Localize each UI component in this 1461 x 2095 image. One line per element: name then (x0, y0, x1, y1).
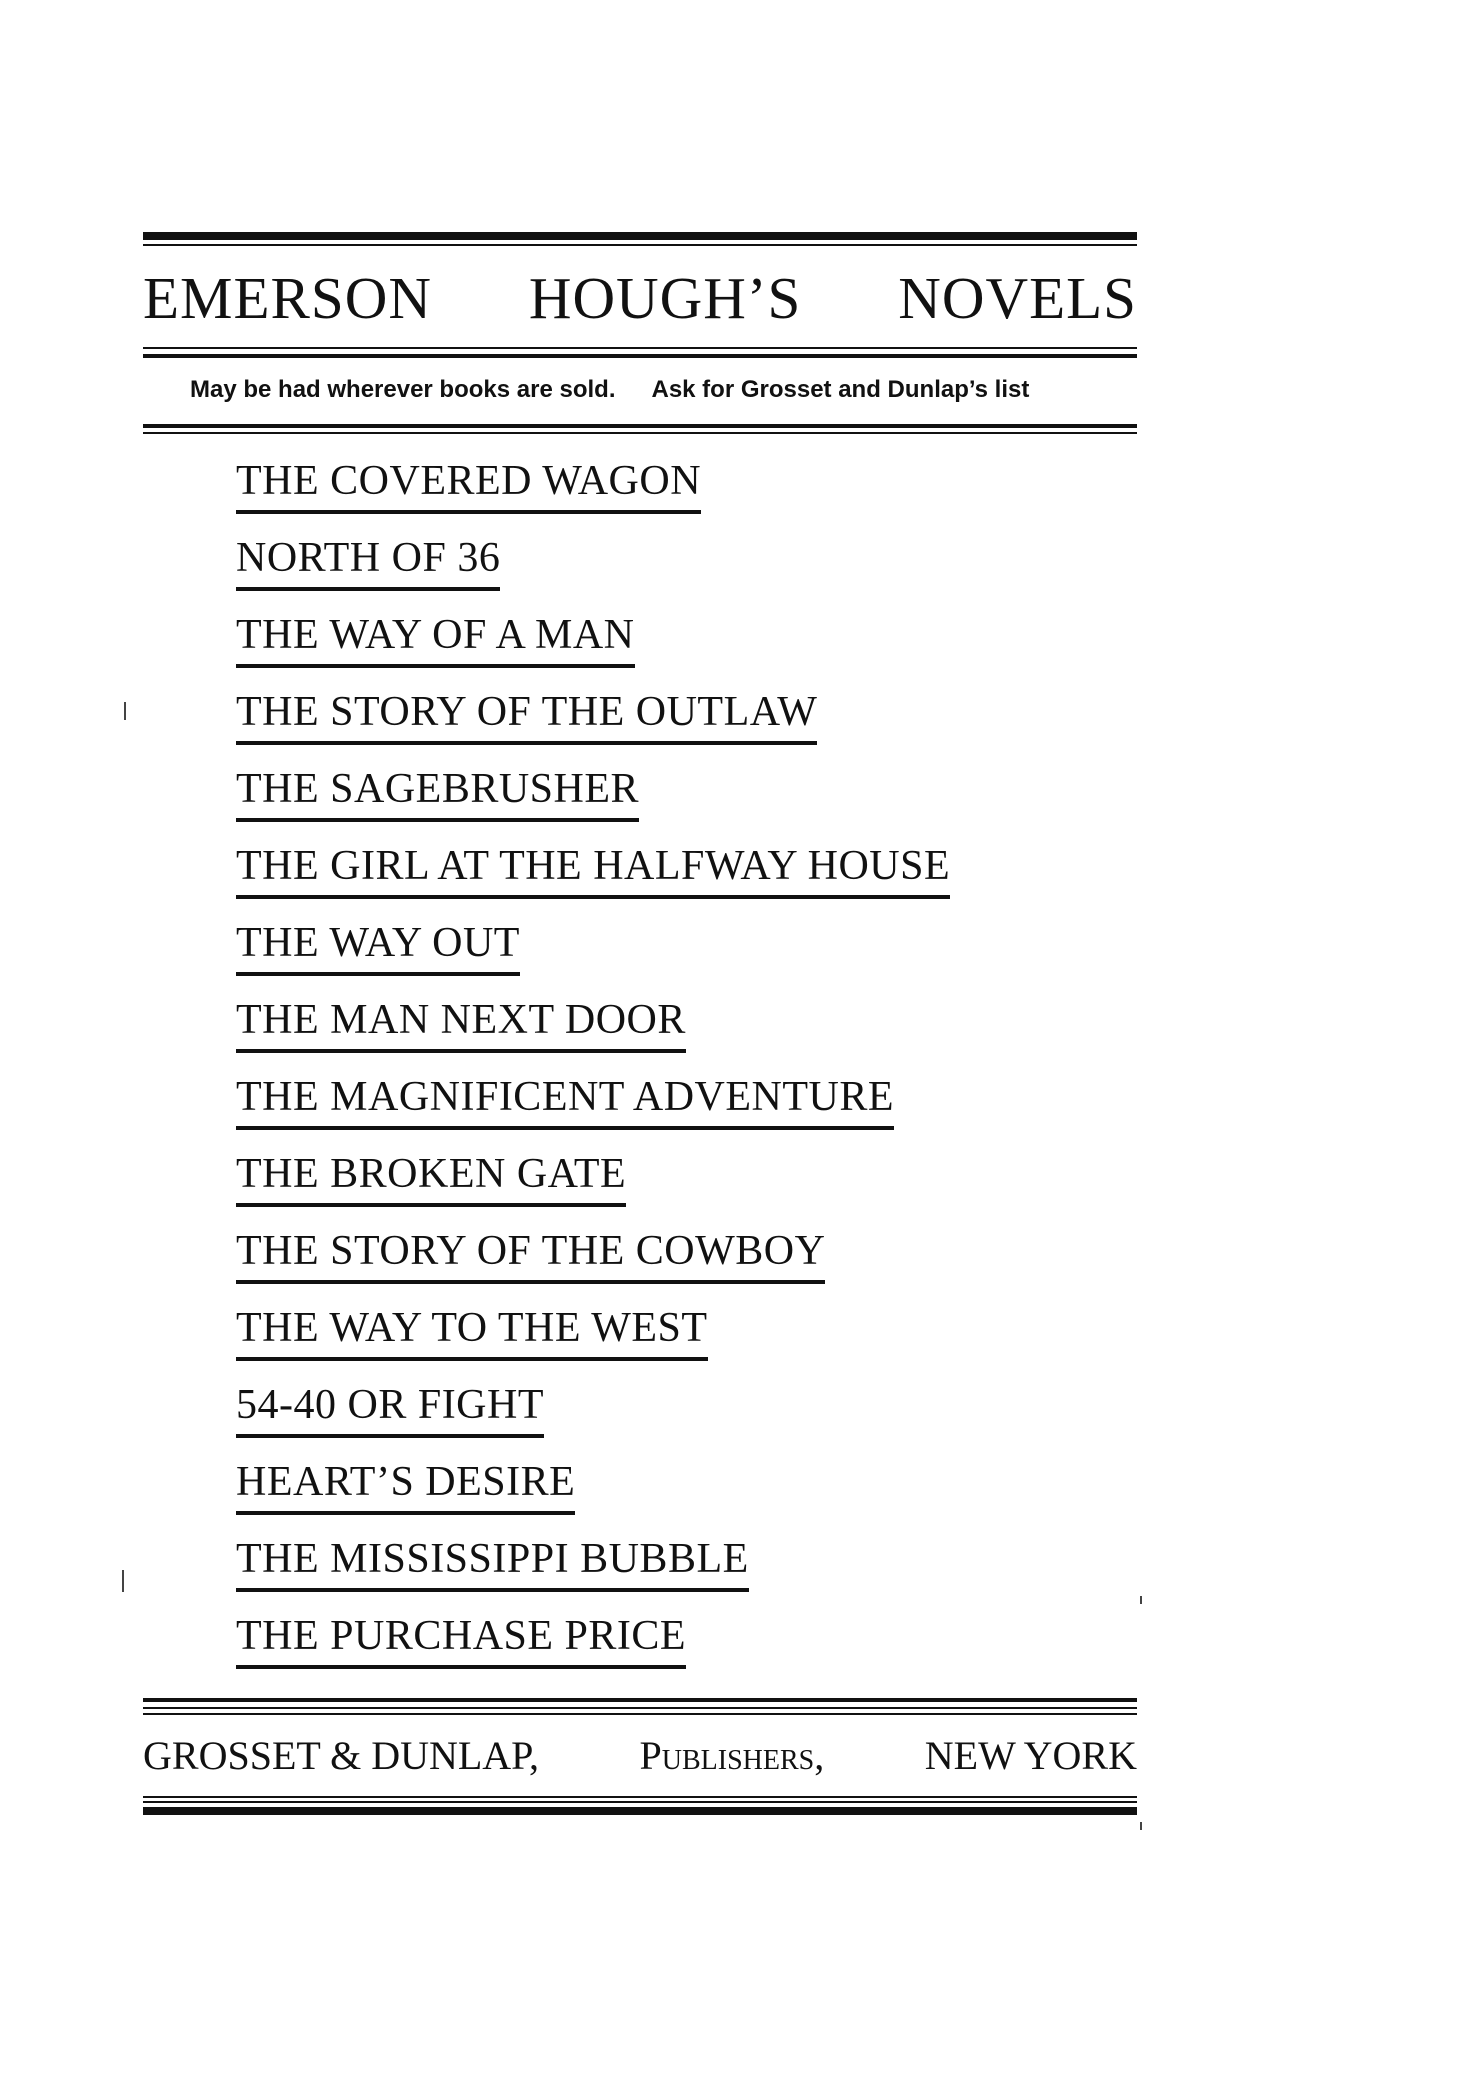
print-speck (122, 1570, 124, 1592)
list-item (236, 762, 1136, 839)
print-speck (1140, 1596, 1142, 1604)
subtitle (190, 372, 1090, 408)
list-item (236, 531, 1136, 608)
book-title: THE STORY OF THE OUTLAW (236, 685, 817, 745)
list-item (236, 1609, 1136, 1686)
book-title: THE MISSISSIPPI BUBBLE (236, 1532, 749, 1592)
subtitle-rule-thin (143, 432, 1137, 434)
list-item (236, 1455, 1136, 1532)
book-title: THE WAY TO THE WEST (236, 1301, 708, 1361)
page-title (143, 262, 1137, 334)
footer-bottom-rule-thin-2 (143, 1801, 1137, 1803)
publisher-role: Publishers, (639, 1733, 825, 1778)
book-title: THE MAN NEXT DOOR (236, 993, 686, 1053)
book-title: NORTH OF 36 (236, 531, 500, 591)
publisher-city: NEW YORK (924, 1733, 1137, 1778)
list-item (236, 454, 1136, 531)
subtitle-availability: May be had wherever books are sold. (190, 376, 616, 403)
book-title: THE MAGNIFICENT ADVENTURE (236, 1070, 894, 1130)
top-rule-thin (143, 244, 1137, 246)
book-title: THE SAGEBRUSHER (236, 762, 639, 822)
footer-bottom-rule-thin (143, 1796, 1137, 1798)
title-word-3: NOVELS (898, 265, 1137, 331)
top-rule (143, 232, 1137, 240)
footer-bottom-rule (143, 1807, 1137, 1815)
book-title: THE BROKEN GATE (236, 1147, 626, 1207)
title-word-1: EMERSON (143, 265, 432, 331)
book-title: 54-40 OR FIGHT (236, 1378, 544, 1438)
title-word-2: HOUGH’S (528, 265, 802, 331)
title-rule-thin (143, 347, 1137, 349)
publisher-name: GROSSET & DUNLAP, (143, 1733, 539, 1778)
list-item (236, 839, 1136, 916)
list-item (236, 1301, 1136, 1378)
list-item (236, 608, 1136, 685)
subtitle-rule (143, 424, 1137, 428)
list-item (236, 916, 1136, 993)
footer-top-rule-thin-2 (143, 1713, 1137, 1715)
list-item (236, 1378, 1136, 1455)
list-item (236, 1070, 1136, 1147)
list-item (236, 685, 1136, 762)
book-title: HEART’S DESIRE (236, 1455, 575, 1515)
book-title: THE COVERED WAGON (236, 454, 701, 514)
subtitle-list-note: Ask for Grosset and Dunlap’s list (651, 376, 1030, 403)
book-title: THE PURCHASE PRICE (236, 1609, 686, 1669)
book-title: THE GIRL AT THE HALFWAY HOUSE (236, 839, 950, 899)
footer-top-rule-thin (143, 1707, 1137, 1709)
print-speck (124, 702, 126, 720)
list-item (236, 1532, 1136, 1609)
footer-top-rule (143, 1698, 1137, 1702)
list-item (236, 1224, 1136, 1301)
list-item (236, 993, 1136, 1070)
title-rule (143, 354, 1137, 358)
list-item (236, 1147, 1136, 1224)
book-title: THE WAY OF A MAN (236, 608, 635, 668)
print-speck (1140, 1822, 1142, 1830)
book-title: THE STORY OF THE COWBOY (236, 1224, 825, 1284)
book-list (236, 454, 1136, 1686)
publisher-footer (143, 1726, 1137, 1786)
book-title: THE WAY OUT (236, 916, 520, 976)
